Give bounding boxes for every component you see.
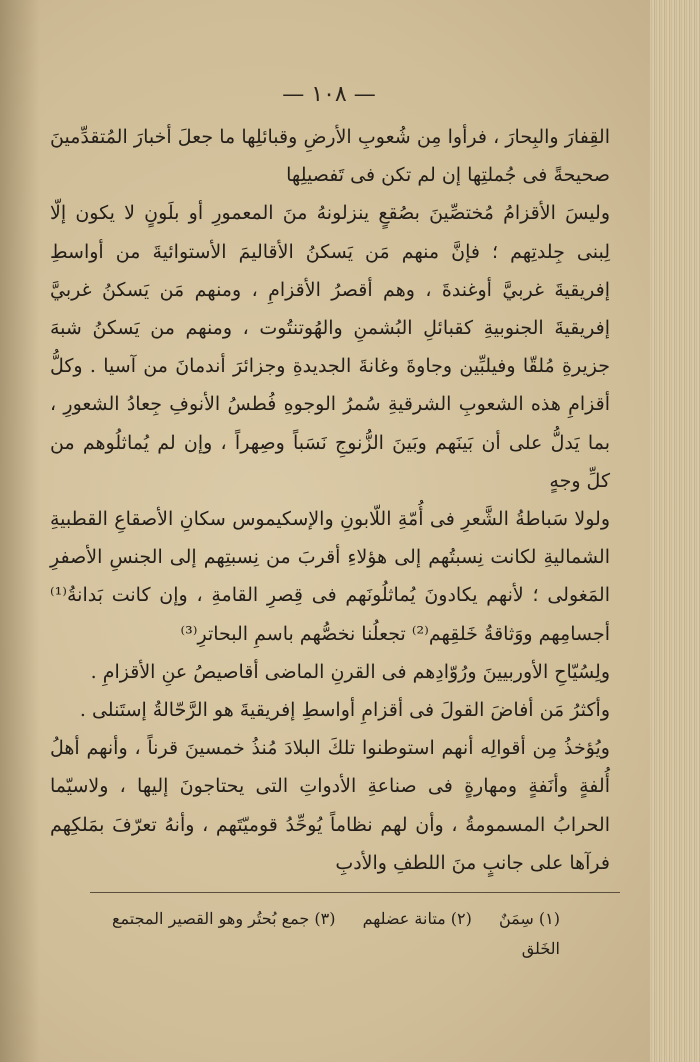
body-text [50,118,610,882]
page-number: — ١٠٨ — [282,82,376,107]
paragraph: ولولا سَباطةُ الشَّعرِ فى أُمّةِ اللّابونِ والإسكيموس سكانِ الأصقاعِ القطبيةِ الشماليةِ لكانت نِسبتُهم إلى هؤلاءِ أقربَ من نِسبتِهم إلى الجنسِ الأصفرِ المَغولى ؛ لأنهم يكادونَ يُماثلُونَهم فى قِصرِ القامةِ ، وإن كانت بَدانةُ⁽¹⁾ أجسامِهم ووَثاقةُ خَلقِهم⁽²⁾ تجعلُنا نخصُّهم باسمِ البحاترِ⁽³⁾ [50,508,610,645]
footnote: (٢) متانة عضلهم [362,909,472,928]
page-edges [650,0,700,1062]
paragraph: ولِسُيّاحِ الأوربيينَ ورُوّادِهم فى القرنِ الماضى أقاصيصُ عنِ الأقزامِ . [90,660,610,683]
paragraph: وأكثرُ مَن أفاضَ القولَ فى أقزامِ أواسطِ إفريقيةَ هو الرَّحّالةُ إستَنلى . [79,699,610,722]
footnote-divider [90,892,620,893]
paragraph: القِفارَ والبِحارَ ، فرأوا مِن شُعوبِ الأرضِ وقبائلِها ما جعلَ أخبارَ المُتقدِّمينَ صحيحةً فى جُملتِها إن لم تكن فى تَفصيلِها [50,126,610,187]
footnote: (٣) جمع بُحتُر وهو القصير المجتمع الخَلق [112,909,560,958]
paragraph: وليسَ الأقزامُ مُختصِّينَ بصُقعٍ ينزلونهُ منَ المعمورِ أو بلَونٍ لا يكون إلّا لِبنى جِلدتِهم ؛ فإنَّ منهم مَن يَسكنُ الأقاليمَ الأستوائيةَ من أواسطِ إفريقيةَ غربيَّ أوغندةَ ، وهم أقصرُ الأقزامِ ، ومنهم مَن يَسكنُ غربيَّ إفريقيةَ الجنوبيةِ كقبائلِ البُشمنِ والهُوتنتُوت ، ومنهم من يَسكنُ شبهَ جزيرةِ مُلقّا وفيلبِّين وجاوةَ وغانةَ الجديدةِ وجزائرَ أندمانَ من آسيا . وكلُّ أقزامِ هذه الشعوبِ الشرقيةِ سُمرُ الوجوهِ فُطسُ الأنوفِ جِعادُ الشعورِ ، بما يَدلُّ على أن بَينَهم وبَينَ الزُّنوجِ نَسَباً وصِهراً ، وإن لم يُماثلُوهم من كلِّ وجهٍ [50,202,610,492]
footnote: (١) سِمَنٌ [498,909,560,928]
paragraph: ويُؤخذُ مِن أقوالِه أنهم استوطنوا تلكَ البلادَ مُنذُ خمسينَ قرناً ، وأنهم أهلُ أُلفةٍ وأنَفةٍ ومهارةٍ فى صناعةِ الأدواتِ التى يحتاجونَ إليها ، ولاسيّما الحرابُ المسمومةُ ، وأن لهم نظاماً يُوحِّدُ قوميّتَهم ، وأنهُ تعرّفَ بمَلكِهم فرآها على جانبٍ منَ اللطفِ والأدبِ [50,737,610,874]
footnotes [60,904,560,964]
spine-shadow [0,0,40,1062]
